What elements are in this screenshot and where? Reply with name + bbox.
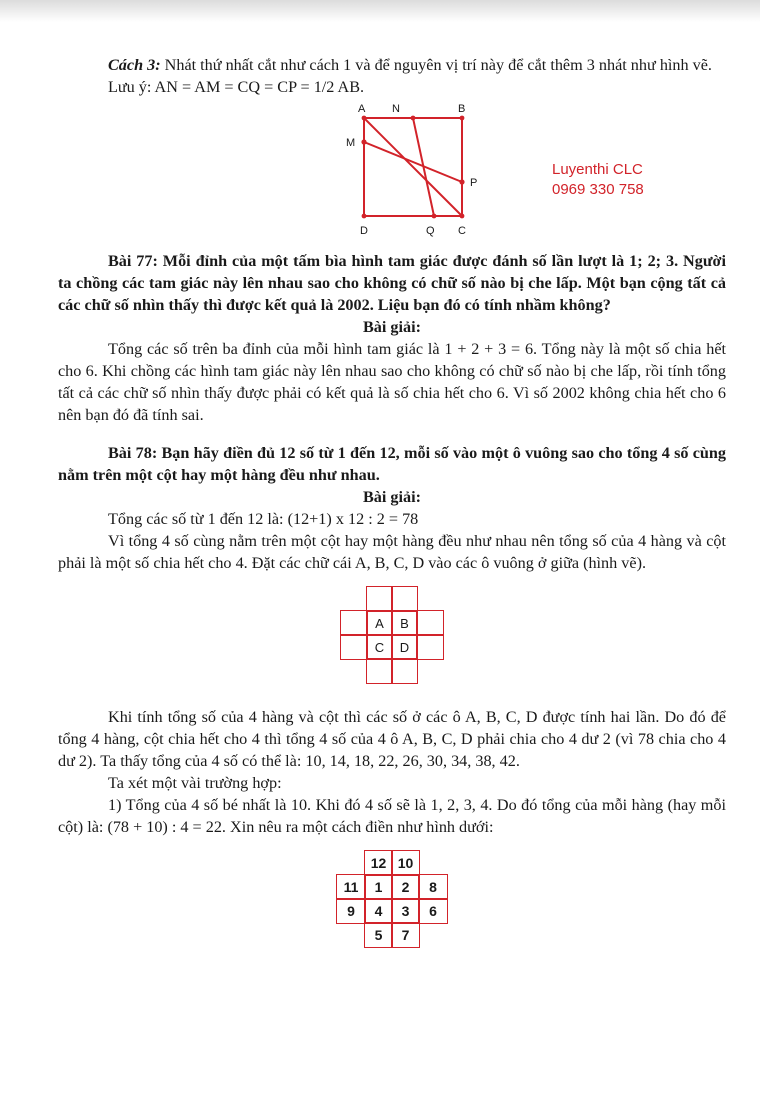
label-c: C xyxy=(458,225,466,237)
document-page xyxy=(58,54,726,950)
bai78-para3: Khi tính tổng số của 4 hàng và cột thì các số ở các ô A, B, C, D được tính hai lần. Do đó để tổng 4 hàng, cột chia hết cho 4 thì tổng 4 số của 4 ô A, B, C, D phải chia cho 4 dư 2 (vì 78 chia cho 4 dư 2). Ta thấy tổng của 4 số có thể là: 10, 14, 18, 22, 26, 30, 34, 38, 42. xyxy=(58,708,726,770)
cut-line-ac xyxy=(364,118,462,216)
bai78-para5: 1) Tổng của 4 số bé nhất là 10. Khi đó 4 số sẽ là 1, 2, 3, 4. Do đó tổng của mỗi hàng (hay mỗi cột) là: (78 + 10) : 4 = 22. Xin nêu ra một cách điền như hình dưới: xyxy=(58,796,726,836)
cach3-note: Lưu ý: AN = AM = CQ = CP = 1/2 AB. xyxy=(108,78,365,96)
grid-cell-bottom-1: 5 xyxy=(364,922,393,948)
label-b: B xyxy=(458,103,466,115)
grid-cell xyxy=(391,658,418,684)
grid-cell-b: B xyxy=(391,610,418,636)
grid-cell-top-2: 10 xyxy=(391,850,420,876)
abcd-grid xyxy=(340,586,444,684)
bai78-para4: Ta xét một vài trường hợp: xyxy=(108,774,282,792)
brand-phone: 0969 330 758 xyxy=(552,181,644,198)
bai77-solution: Tổng các số trên ba đỉnh của mỗi hình tam giác là 1 + 2 + 3 = 6. Tổng này là một số chia hết cho 6. Khi chồng các hình tam giác này lên nhau sao cho không có chữ số nào bị che lấp, rồi tính tổng tất cả các chữ số nhìn thấy được phải có kết quả là số chia hết cho 6. Vì số 2002 không chia hết cho 6 nên bạn đó đã tính sai. xyxy=(58,340,726,424)
cut-line-mp xyxy=(364,142,462,182)
bai78-line1: Tổng các số từ 1 đến 12 là: (12+1) x 12 : 2 = 78 xyxy=(108,510,419,528)
bai78-line2: Vì tổng 4 số cùng nằm trên một cột hay một hàng đều như nhau nên tổng số của 4 hàng và cột phải là một số chia hết cho 4. Đặt các chữ cái A, B, C, D vào các ô vuông ở giữa (hình vẽ). xyxy=(58,532,726,572)
brand-name: Luyenthi CLC xyxy=(552,161,643,178)
bai78-solution-label: Bài giải: xyxy=(362,488,421,506)
grid-cell xyxy=(416,634,444,660)
grid-cell-r2c3: 3 xyxy=(391,898,420,924)
grid-cell xyxy=(416,610,444,636)
grid-cell xyxy=(340,610,368,636)
label-a: A xyxy=(358,103,366,115)
label-n: N xyxy=(392,103,400,115)
top-shadow xyxy=(0,0,760,22)
label-q: Q xyxy=(426,225,435,237)
grid-cell-r1c4: 8 xyxy=(418,874,448,900)
grid-cell-d: D xyxy=(391,634,418,660)
grid-cell-bottom-2: 7 xyxy=(391,922,420,948)
grid-cell xyxy=(391,586,418,612)
grid-cell xyxy=(366,658,393,684)
grid-cell xyxy=(366,586,393,612)
grid-cell-a: A xyxy=(366,610,393,636)
grid-cell-c: C xyxy=(366,634,393,660)
square-cut-diagram xyxy=(334,102,514,242)
cach3-paragraph xyxy=(58,54,726,76)
grid-cell-r2c2: 4 xyxy=(364,898,393,924)
grid-cell xyxy=(340,634,368,660)
cach3-text: Nhát thứ nhất cắt như cách 1 và để nguyên vị trí này để cắt thêm 3 nhát như hình vẽ. xyxy=(160,56,712,74)
label-p: P xyxy=(470,177,478,189)
label-d: D xyxy=(360,225,368,237)
label-m: M xyxy=(346,137,356,149)
grid-cell-r2c1: 9 xyxy=(336,898,366,924)
grid-cell-r1c1: 11 xyxy=(336,874,366,900)
brand-watermark xyxy=(552,160,644,200)
grid-cell-r1c3: 2 xyxy=(391,874,420,900)
bai78-title: Bài 78: Bạn hãy điền đủ 12 số từ 1 đến 12, mỗi số vào một ô vuông sao cho tổng 4 số cùng nằm trên một cột hay một hàng đều như nhau. xyxy=(58,444,726,484)
solution-grid xyxy=(336,850,448,950)
cach3-label: Cách 3: xyxy=(108,56,161,74)
grid-cell-r1c2: 1 xyxy=(364,874,393,900)
grid-cell-top-1: 12 xyxy=(364,850,393,876)
figure-square-cuts xyxy=(58,102,726,242)
grid-cell-r2c4: 6 xyxy=(418,898,448,924)
bai77-solution-label: Bài giải: xyxy=(362,318,421,336)
bai77-title: Bài 77: Mỗi đỉnh của một tấm bìa hình tam giác được đánh số lần lượt là 1; 2; 3. Người ta chồng các tam giác này lên nhau sao cho không có chữ số nào bị che lấp. Một bạn cộng tất cả các chữ số nhìn thấy thì được kết quả là 2002. Liệu bạn đó có tính nhầm không? xyxy=(58,252,726,314)
